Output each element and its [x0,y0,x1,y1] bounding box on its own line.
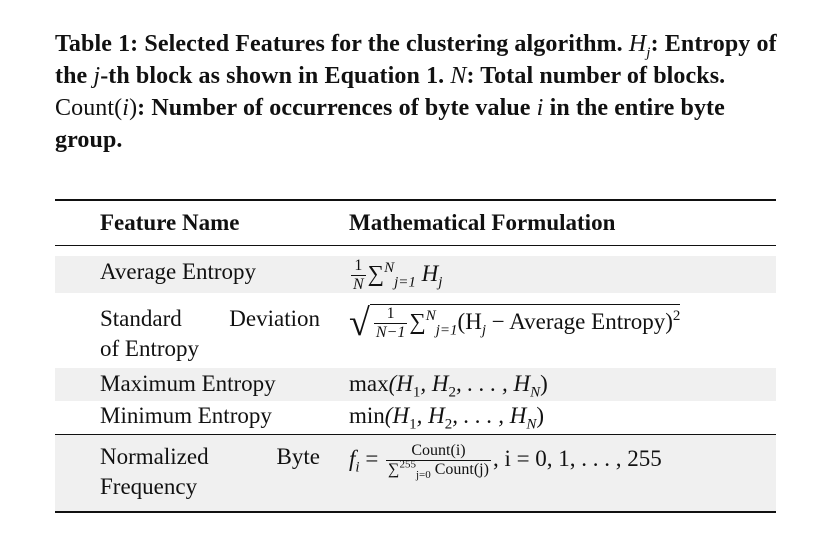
feature-average-entropy: Average Entropy [100,259,257,284]
formula-min-entropy: $\min(H_1$, $H_2$, . . . , $H_N$) [349,403,544,433]
header-formulation: Mathematical Formulation [349,210,616,235]
mid-rule [55,434,776,435]
caption-label: Table 1: [55,31,139,57]
formula-average-entropy: $\frac{1}{N}$ ∑$^N_{j=1}$ $H_j$ [353,257,443,293]
formula-normalized-byte-frequency: $f_i$ = $\frac{\text{Count(i)}}{\sum^{255}_{j=0} Count(j)}$ , i = 0, 1, . . . , 255 [349,442,662,482]
formula-std-entropy: √ $\frac{1}{N-1}$ $\sum^N_{j=1}(H_j$ − Average Entropy)$^2$ [349,301,681,344]
feature-std-entropy: Standard Deviation of Entropy [100,306,320,361]
caption-count: Count(i) [55,95,138,121]
header-rule [55,245,776,246]
table-caption: Table 1: Selected Features for the clustering algorithm. $H_j$: Entropy of the j-th block as shown in Equation 1. N: Total number of blocks. Count(i): Number of occurrences of byte value i in the entire byte group. [55,31,777,153]
caption-var-n: N [450,63,467,89]
caption-text: Selected Features for the clustering algorithm. [144,31,623,57]
caption-var-j: j [93,63,101,89]
bottom-rule [55,511,776,513]
top-rule [55,199,776,201]
feature-max-entropy: Maximum Entropy [100,371,276,396]
feature-min-entropy: Minimum Entropy [100,403,272,428]
feature-normalized-byte-frequency: Normalized Byte Frequency [100,444,320,499]
caption-var-i: i [536,95,544,121]
caption-var-h: $H_j$ [628,31,651,61]
header-feature-name: Feature Name [100,210,240,235]
formula-max-entropy: $\max(H_1$, $H_2$, . . . , $H_N$) [349,371,548,401]
